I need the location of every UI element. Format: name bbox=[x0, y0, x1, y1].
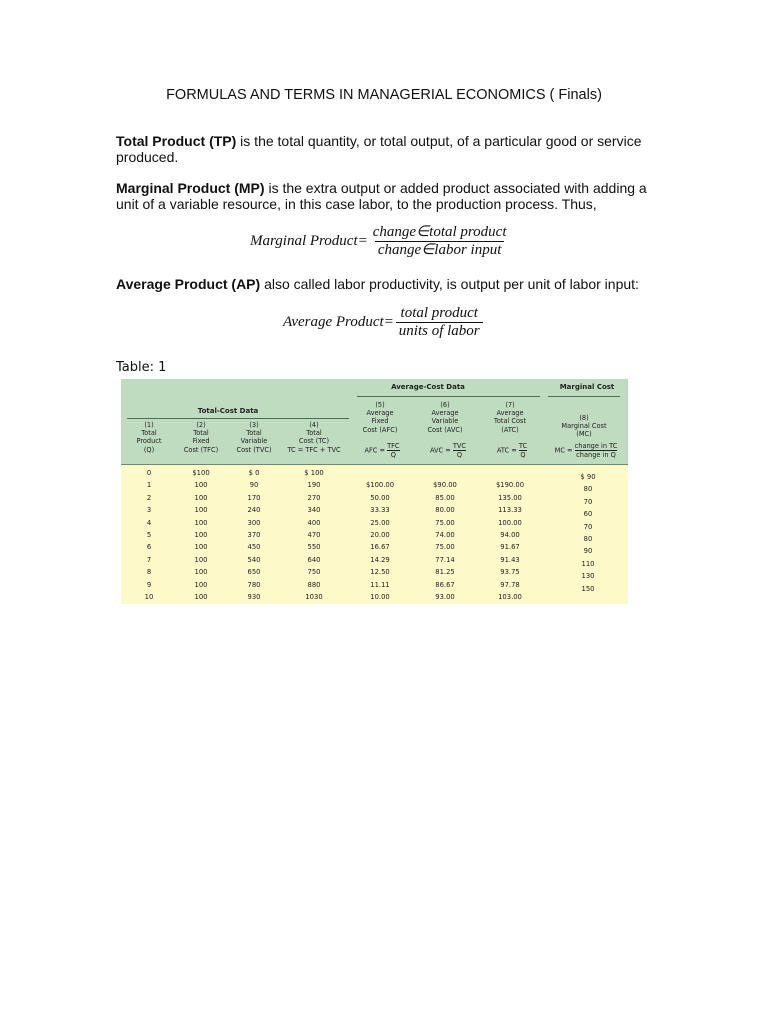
col-8-formula-num: change in TC bbox=[574, 442, 618, 450]
col-7-formula bbox=[483, 442, 541, 459]
table-cell: 470 bbox=[307, 531, 321, 539]
col-7-header bbox=[483, 401, 537, 434]
table-cell: 5 bbox=[146, 531, 152, 539]
mp-formula-numerator: change∈total product bbox=[372, 224, 507, 240]
marginal-cost-cell: 60 bbox=[583, 510, 593, 519]
table-cell: 16.67 bbox=[370, 543, 390, 552]
table-cell: $100.00 bbox=[365, 481, 395, 490]
table-row bbox=[121, 554, 628, 566]
col-1-l3: (Q) bbox=[143, 445, 155, 454]
ap-text: also called labor productivity, is output per unit of labor input: bbox=[260, 276, 639, 292]
col-3-l3: Cost (TVC) bbox=[236, 445, 272, 454]
table-cell: 50.00 bbox=[370, 493, 390, 502]
col-4-l1: Total bbox=[306, 429, 322, 438]
marginal-cost-cell: 70 bbox=[583, 497, 593, 506]
table-cell: 77.14 bbox=[435, 555, 455, 564]
col-5-l2: Fixed bbox=[371, 417, 389, 426]
table-cell: 33.33 bbox=[370, 506, 390, 515]
table-cell: 25.00 bbox=[370, 518, 390, 527]
marginal-cost-cell: 70 bbox=[583, 522, 593, 531]
col-6-header bbox=[418, 401, 472, 434]
mp-formula-fraction bbox=[370, 224, 510, 259]
table-cell: 8 bbox=[146, 568, 152, 577]
col-5-l1: Average bbox=[366, 409, 394, 418]
col-8-l2: (MC) bbox=[576, 430, 592, 439]
table-cell: 14.29 bbox=[370, 555, 390, 564]
table-cell: $90.00 bbox=[433, 481, 457, 490]
group-rule-total bbox=[127, 418, 349, 419]
table-cell: 0 bbox=[146, 469, 152, 477]
table-cell: 3 bbox=[146, 506, 152, 515]
table-cell: 7 bbox=[146, 555, 152, 564]
table-cell: 86.67 bbox=[435, 580, 455, 589]
table-row bbox=[121, 579, 628, 591]
col-3-l2: Variable bbox=[240, 437, 268, 446]
table-cell: 2 bbox=[146, 493, 152, 502]
ap-formula-lhs: Average Product= bbox=[283, 314, 394, 330]
table-cell: 270 bbox=[307, 493, 321, 502]
marginal-cost-cell: 110 bbox=[581, 559, 595, 568]
table-cell: 100 bbox=[194, 593, 208, 601]
marginal-cost-cell: 80 bbox=[583, 535, 593, 543]
col-1-l2: Product bbox=[136, 437, 162, 446]
table-cell: 100 bbox=[194, 543, 208, 552]
table-cell: 100 bbox=[194, 481, 208, 490]
table-cell: 100 bbox=[194, 493, 208, 502]
table-cell: 94.00 bbox=[500, 531, 520, 539]
table-cell: 90 bbox=[249, 481, 259, 490]
table-cell: 1030 bbox=[305, 593, 323, 601]
table-caption: Table: 1 bbox=[116, 360, 167, 375]
mp-formula-lhs: Marginal Product= bbox=[250, 233, 368, 249]
table-row bbox=[121, 591, 628, 603]
col-6-l1: Average bbox=[431, 409, 459, 418]
col-7-l1: Average bbox=[496, 409, 524, 418]
table-cell: 103.00 bbox=[498, 593, 522, 601]
table-cell: 540 bbox=[247, 555, 261, 564]
col-1-num: (1) bbox=[144, 421, 154, 429]
col-4-l3: TC = TFC + TVC bbox=[287, 445, 341, 454]
table-row bbox=[121, 566, 628, 581]
col-4-l2: Cost (TC) bbox=[298, 437, 330, 446]
group-marginal-cost: Marginal Cost bbox=[559, 383, 615, 391]
col-7-formula-num: TC bbox=[518, 442, 528, 450]
table-cell: 97.78 bbox=[500, 580, 520, 589]
col-6-l3: Cost (AVC) bbox=[427, 425, 463, 434]
col-7-formula-frac bbox=[519, 442, 527, 459]
group-rule-average bbox=[357, 396, 540, 397]
group-average-cost: Average-Cost Data bbox=[391, 383, 465, 391]
table-cell: 340 bbox=[307, 506, 321, 515]
col-8-header bbox=[551, 414, 617, 439]
table-cell: 100 bbox=[194, 531, 208, 539]
col-5-formula bbox=[353, 442, 411, 459]
mp-formula bbox=[250, 224, 510, 259]
col-3-header bbox=[228, 421, 280, 454]
table-row bbox=[121, 504, 628, 519]
table-cell: 100.00 bbox=[498, 518, 522, 527]
table-cell: 75.00 bbox=[435, 518, 455, 527]
col-7-formula-lhs: ATC = bbox=[496, 446, 517, 455]
table-cell: 20.00 bbox=[370, 531, 390, 539]
table-cell: $ 0 bbox=[248, 469, 260, 477]
col-5-formula-num: TFC bbox=[387, 442, 400, 450]
marginal-cost-cell: $ 90 bbox=[580, 473, 596, 481]
table-cell: 9 bbox=[146, 580, 152, 589]
mp-formula-denominator: change∈labor input bbox=[375, 241, 504, 259]
col-5-formula-lhs: AFC = bbox=[364, 446, 385, 455]
table-cell: 100 bbox=[194, 506, 208, 515]
ap-definition bbox=[116, 276, 656, 292]
table-cell: 6 bbox=[146, 543, 152, 552]
col-7-l2: Total Cost bbox=[493, 417, 527, 426]
table-cell: 400 bbox=[307, 518, 321, 527]
table-cell: 100 bbox=[194, 518, 208, 527]
marginal-cost-cell: 90 bbox=[583, 547, 593, 556]
table-cell: $ 100 bbox=[304, 469, 324, 477]
col-2-l3: Cost (TFC) bbox=[183, 445, 219, 454]
mp-definition bbox=[116, 180, 656, 212]
table-cell: 930 bbox=[247, 593, 261, 601]
table-cell: 91.43 bbox=[500, 555, 520, 564]
col-5-l3: Cost (AFC) bbox=[362, 425, 398, 434]
col-5-formula-den: Q bbox=[387, 450, 399, 459]
marginal-cost-cell: 150 bbox=[581, 584, 595, 593]
col-8-formula bbox=[545, 442, 627, 459]
col-8-num: (8) bbox=[579, 414, 589, 422]
table-row bbox=[121, 517, 628, 529]
table-row bbox=[121, 467, 628, 479]
table-cell: 81.25 bbox=[435, 568, 455, 577]
table-cell: 750 bbox=[307, 568, 321, 577]
table-cell: 170 bbox=[247, 493, 261, 502]
table-cell: 450 bbox=[247, 543, 261, 552]
table-cell: 880 bbox=[307, 580, 321, 589]
table-cell: 12.50 bbox=[370, 568, 390, 577]
table-cell: 300 bbox=[247, 518, 261, 527]
table-cell: 91.67 bbox=[500, 543, 520, 552]
col-5-num: (5) bbox=[375, 401, 385, 409]
col-7-formula-den: Q bbox=[520, 451, 526, 459]
mp-text: is the extra output or added product associated with adding a unit of a variable resource, in this case labor, to the production process. Thus, bbox=[116, 180, 647, 212]
table-cell: 93.00 bbox=[435, 593, 455, 601]
col-6-l2: Variable bbox=[431, 417, 459, 426]
col-6-formula-lhs: AVC = bbox=[429, 446, 451, 455]
table-cell: 190 bbox=[307, 481, 321, 490]
col-8-formula-den: change in Q bbox=[576, 451, 616, 459]
col-2-num: (2) bbox=[196, 421, 206, 429]
mp-term: Marginal Product (MP) bbox=[116, 180, 265, 196]
table-cell: 80.00 bbox=[435, 506, 455, 515]
group-rule-marginal bbox=[548, 396, 620, 397]
col-7-num: (7) bbox=[505, 401, 515, 409]
col-2-l1: Total bbox=[193, 429, 209, 438]
table-cell: 135.00 bbox=[498, 493, 522, 502]
table-cell: 100 bbox=[194, 568, 208, 577]
table-cell: 75.00 bbox=[435, 543, 455, 552]
col-6-num: (6) bbox=[440, 401, 450, 409]
ap-formula-fraction bbox=[396, 305, 483, 340]
col-3-num: (3) bbox=[249, 421, 259, 429]
table-cell: 4 bbox=[146, 518, 152, 527]
table-cell: 113.33 bbox=[498, 506, 522, 515]
tp-text: is the total quantity, or total output, of a particular good or service produced. bbox=[116, 133, 642, 165]
document-title: FORMULAS AND TERMS IN MANAGERIAL ECONOMICS ( Finals) bbox=[166, 87, 602, 103]
table-cell: 93.75 bbox=[500, 568, 520, 577]
ap-formula-numerator: total product bbox=[400, 305, 478, 321]
table-cell: 74.00 bbox=[435, 531, 455, 539]
table-cell: 370 bbox=[247, 531, 261, 539]
table-cell: $100 bbox=[192, 469, 210, 477]
marginal-cost-cell: 130 bbox=[581, 572, 595, 581]
col-6-formula bbox=[419, 442, 477, 459]
table-cell: 1 bbox=[146, 481, 152, 490]
col-8-formula-frac bbox=[575, 442, 618, 459]
table-cell: 640 bbox=[307, 555, 321, 564]
table-cell: 10.00 bbox=[370, 593, 390, 601]
col-8-l1: Marginal Cost bbox=[561, 422, 607, 431]
cost-table bbox=[121, 379, 628, 604]
group-total-cost: Total-Cost Data bbox=[197, 407, 259, 415]
tp-definition bbox=[116, 133, 656, 165]
table-row bbox=[121, 541, 628, 556]
col-2-l2: Fixed bbox=[192, 437, 210, 446]
col-1-header bbox=[128, 421, 170, 454]
table-row bbox=[121, 479, 628, 494]
table-cell: 10 bbox=[144, 593, 154, 601]
col-8-formula-lhs: MC = bbox=[554, 446, 573, 455]
table-cell: 100 bbox=[194, 555, 208, 564]
table-cell: $190.00 bbox=[495, 481, 525, 490]
col-4-num: (4) bbox=[309, 421, 319, 429]
ap-formula bbox=[283, 305, 483, 340]
table-cell: 85.00 bbox=[435, 493, 455, 502]
col-4-header bbox=[279, 421, 349, 454]
col-1-l1: Total bbox=[141, 429, 157, 438]
table-row bbox=[121, 492, 628, 504]
marginal-cost-cell: 80 bbox=[583, 485, 593, 494]
table-cell: 11.11 bbox=[370, 580, 390, 589]
col-6-formula-num: TVC bbox=[452, 442, 467, 450]
table-cell: 650 bbox=[247, 568, 261, 577]
col-6-formula-frac bbox=[453, 442, 466, 459]
col-5-header bbox=[353, 401, 407, 434]
col-7-l3: (ATC) bbox=[501, 425, 519, 434]
table-cell: 780 bbox=[247, 580, 261, 589]
col-5-formula-frac bbox=[387, 442, 399, 459]
col-2-header bbox=[175, 421, 227, 454]
table-header bbox=[121, 379, 628, 465]
header-bottom-rule bbox=[121, 464, 628, 465]
col-3-l1: Total bbox=[246, 429, 262, 438]
table-cell: 100 bbox=[194, 580, 208, 589]
table-cell: 240 bbox=[247, 506, 261, 515]
table-row bbox=[121, 529, 628, 541]
ap-formula-denominator: units of labor bbox=[396, 322, 483, 340]
tp-term: Total Product (TP) bbox=[116, 133, 237, 149]
col-6-formula-den: Q bbox=[453, 450, 466, 459]
ap-term: Average Product (AP) bbox=[116, 276, 261, 292]
table-cell: 550 bbox=[307, 543, 321, 552]
